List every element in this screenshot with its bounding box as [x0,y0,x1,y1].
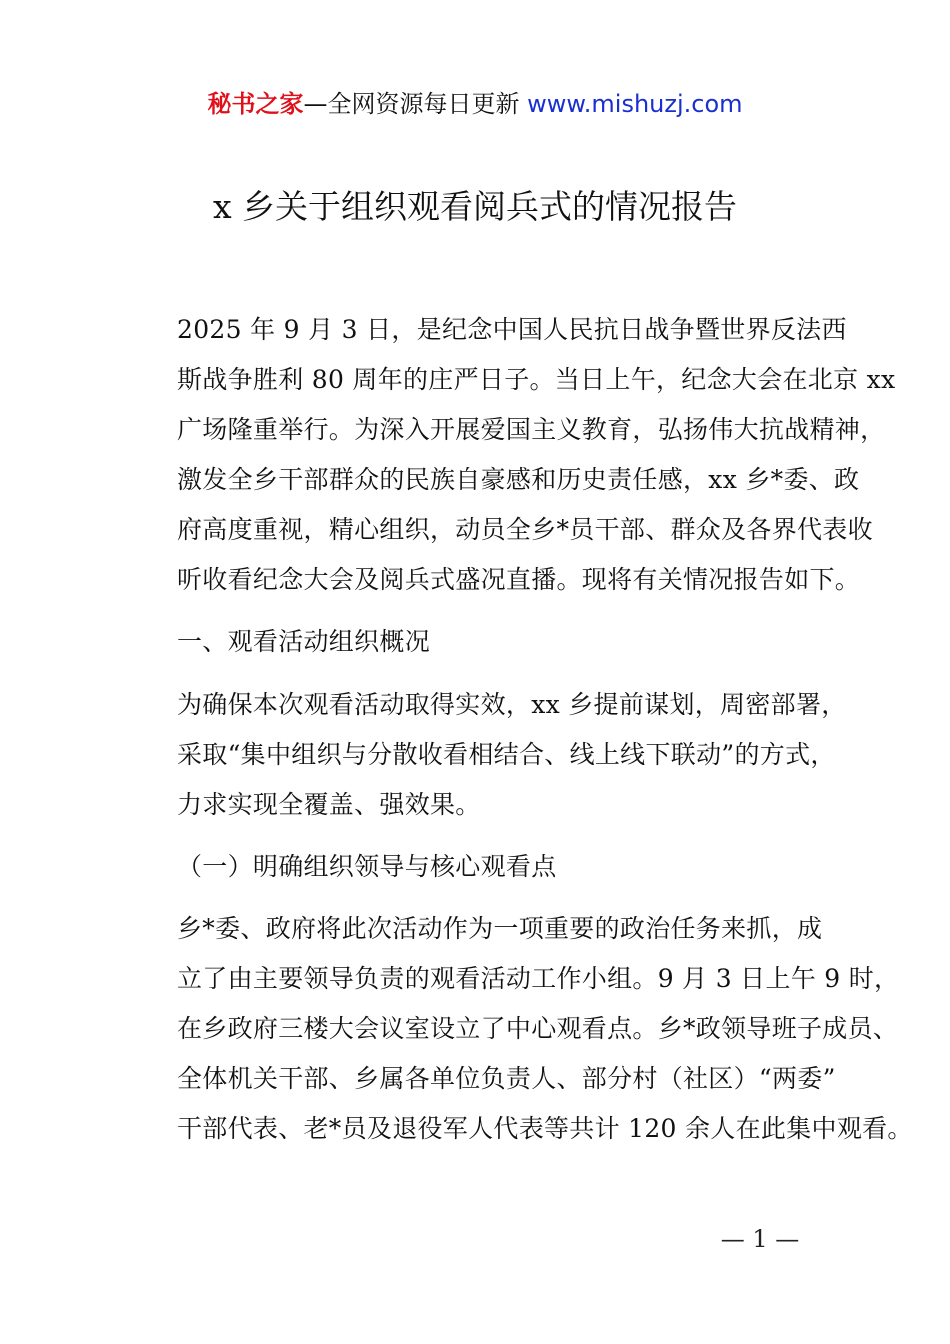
section-1 [127,617,862,667]
heading-line: （一）明确组织领导与核心观看点 [177,852,557,881]
subsection-heading [127,842,862,892]
text-line: 乡*委、政府将此次活动作为一项重要的政治任务来抓，成 [177,914,823,943]
text-line: 在乡政府三楼大会议室设立了中心观看点。乡*政领导班子成员、 [177,1014,899,1043]
section-paragraph [127,680,862,830]
text-line: 斯战争胜利 80 周年的庄严日子。当日上午，纪念大会在北京 xx [177,365,896,394]
subsection-paragraph [127,904,913,1154]
section-heading [127,617,862,667]
text-line: 府高度重视，精心组织，动员全乡*员干部、群众及各界代表收 [177,515,873,544]
section-1-body [127,680,862,830]
site-url-link[interactable]: www.mishuzj.com [527,90,743,118]
header-tagline: —全网资源每日更新 [303,90,520,118]
text-line: 全体机关干部、乡属各单位负责人、部分村（社区）“两委” [177,1064,836,1093]
site-header [0,86,950,122]
subsection-1-body [127,904,913,1154]
text-line: 干部代表、老*员及退役军人代表等共计 120 余人在此集中观看。 [177,1114,913,1143]
text-line: 2025 年 9 月 3 日，是纪念中国人民抗日战争暨世界反法西 [177,315,847,344]
intro-paragraph [127,305,896,605]
brand-name: 秘书之家 [207,90,304,118]
text-line: 听收看纪念大会及阅兵式盛况直播。现将有关情况报告如下。 [177,565,861,594]
text-line: 力求实现全覆盖、强效果。 [177,790,481,819]
document-body [127,305,896,605]
text-line: 为确保本次观看活动取得实效，xx 乡提前谋划，周密部署， [177,690,847,719]
page-number: — 1 — [720,1225,800,1253]
text-line: 立了由主要领导负责的观看活动工作小组。9 月 3 日上午 9 时， [177,964,900,993]
subsection-1 [127,842,862,892]
text-line: 采取“集中组织与分散收看相结合、线上线下联动”的方式， [177,740,836,769]
text-line: 广场隆重举行。为深入开展爱国主义教育，弘扬伟大抗战精神， [177,415,886,444]
text-line: 激发全乡干部群众的民族自豪感和历史责任感，xx 乡*委、政 [177,465,860,494]
heading-line: 一、观看活动组织概况 [177,627,431,656]
document-title: x 乡关于组织观看阅兵式的情况报告 [212,187,738,226]
